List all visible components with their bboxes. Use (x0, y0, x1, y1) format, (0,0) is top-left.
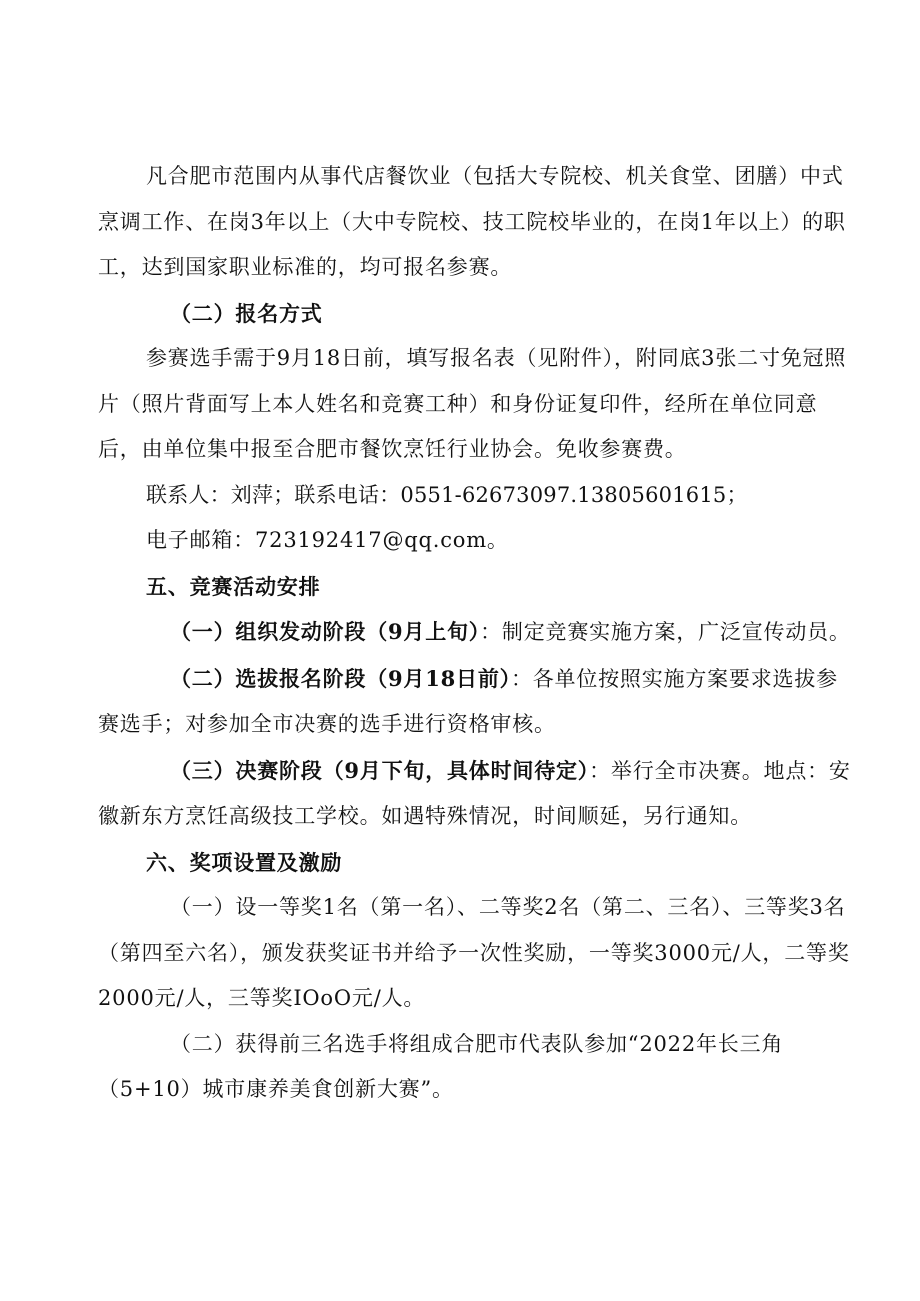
eligibility-paragraph: 凡合肥市范围内从事代店餐饮业（包括大专院校、机关食堂、团膳）中式烹调工作、在岗3年以上（大中专院校、技工院校毕业的，在岗1年以上）的职工，达到国家职业标准的，均可报名参赛。 (98, 164, 846, 279)
email-line: 电子邮箱：723192417@qq.com。 (146, 528, 509, 552)
stage-one-title: （一）组织发动阶段（9月上旬） (170, 619, 481, 644)
stage-three-text: ：举行全市决赛。地点：安徽新东方烹饪高级技工学校。如遇特殊情况，时间顺延，另行通知。 (98, 758, 851, 828)
section-five-heading: 五、竞赛活动安排 (146, 573, 321, 599)
award-paragraph-one: （一）设一等奖1名（第一名）、二等奖2名（第二、三名）、三等奖3名（第四至六名），颁发获奖证书并给予一次性奖励，一等奖3000元/人，二等奖2000元/人，三等奖IOoO元/人。 (98, 895, 850, 1010)
stage-one-text: ：制定竞赛实施方案，广泛宣传动员。 (480, 620, 851, 644)
registration-paragraph: 参赛选手需于9月18日前，填写报名表（见附件），附同底3张二寸免冠照片（照片背面写上本人姓名和竞赛工种）和身份证复印件，经所在单位同意后，由单位集中报至合肥市餐饮烹饪行业协会。免收参赛费。 (98, 346, 847, 461)
contact-line: 联系人：刘萍；联系电话：0551-62673097.13805601615； (146, 482, 748, 507)
stage-three-title: （三）决赛阶段（9月下旬，具体时间待定） (170, 757, 590, 783)
stage-two-paragraph (98, 656, 858, 748)
registration-method-heading: （二）报名方式 (170, 300, 323, 326)
document-body (98, 154, 858, 1113)
stage-two-title: （二）选拔报名阶段（9月18日前） (170, 665, 511, 691)
stage-one-paragraph (98, 609, 858, 656)
section-six-heading: 六、奖项设置及激励 (146, 849, 343, 875)
stage-two-text: ：各单位按照实施方案要求选拔参赛选手；对参加全市决赛的选手进行资格审核。 (98, 666, 838, 736)
stage-three-paragraph (98, 748, 858, 840)
award-paragraph-two: （二）获得前三名选手将组成合肥市代表队参加“2022年长三角（5+10）城市康养美食创新大赛”。 (98, 1031, 784, 1101)
